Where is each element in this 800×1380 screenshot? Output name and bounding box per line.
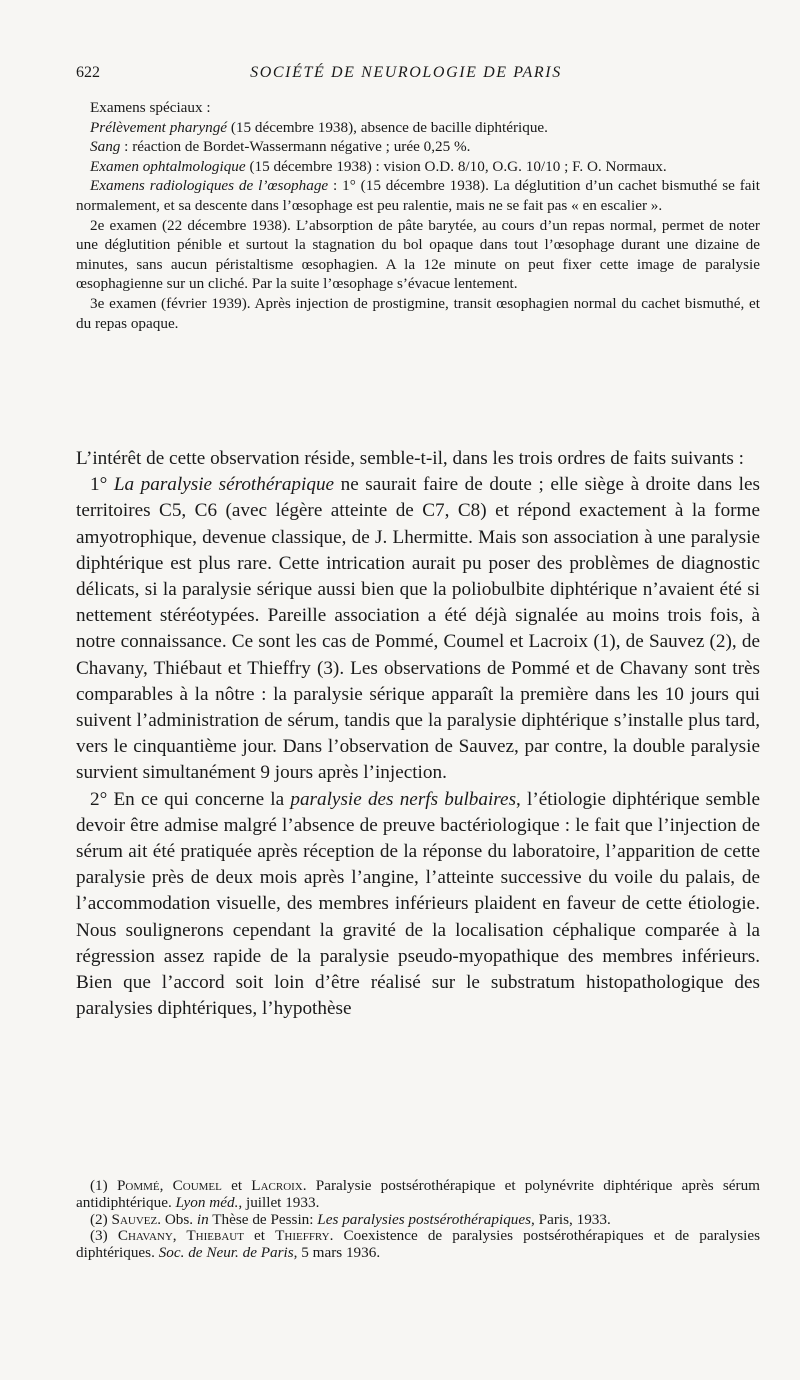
- footnote-journal: Soc. de Neur. de Paris: [158, 1244, 294, 1262]
- footnote-text: , 5 mars 1936.: [293, 1244, 381, 1262]
- footnote-journal: Lyon méd.: [175, 1193, 239, 1211]
- footnote-number: (2): [90, 1210, 112, 1228]
- footnote-text: Thèse de Pessin:: [208, 1210, 318, 1228]
- item-heading: paralysie des nerfs bulbaires: [290, 788, 517, 810]
- exam-label: Examen ophtalmologique: [90, 157, 246, 175]
- footnote-3: [76, 1228, 760, 1262]
- footnote-author: Lacroix: [251, 1177, 303, 1194]
- exam-second: 2e examen (22 décembre 1938). L’absorption de pâte barytée, au cours d’un repas normal, permet de noter une déglutition pénible et surtout la stagnation du bol opaque dans tout l’œsophage durant une dizaine de minutes, sans aucun péristaltisme œsophagien. A la 12e minute on peut fixer cette image de paralysie œsophagienne sur un cliché. Par la suite l’œsophage s’évacue lentement.: [76, 216, 760, 293]
- footnote-number: (3): [90, 1227, 118, 1245]
- footnotes: [76, 1178, 760, 1262]
- footnote-1: [76, 1178, 760, 1212]
- exam-pharyngeal: [76, 118, 760, 138]
- item-number: 2° En ce qui concerne la: [90, 788, 291, 810]
- special-exams-section: [76, 98, 760, 333]
- intro-paragraph: L’intérêt de cette observation réside, semble-t-il, dans les trois ordres de faits suivants :: [76, 448, 745, 469]
- footnote-text: et: [243, 1227, 276, 1245]
- footnote-author: Thieffry: [275, 1227, 330, 1245]
- exam-radiologic: [76, 176, 760, 215]
- exam-third: 3e examen (février 1939). Après injection de prostigmine, transit œsophagien normal du cachet bismuthé, et du repas opaque.: [76, 294, 760, 332]
- exam-label: Prélèvement pharyngé: [90, 118, 228, 136]
- footnote-text: et: [221, 1177, 252, 1194]
- item-number: 1°: [90, 474, 114, 496]
- paragraph-bulbar: [76, 787, 760, 1023]
- exam-ophthalmologic: [76, 157, 760, 177]
- main-text: [76, 446, 760, 1022]
- footnote-in: in: [196, 1210, 209, 1228]
- footnote-text: . Coexistence de paralysies postsérothérapiques et de paralysies diphtériques.: [76, 1227, 760, 1262]
- footnote-author: Pommé, Coumel: [116, 1177, 222, 1194]
- footnote-2: [76, 1212, 760, 1229]
- footnote-text: , Paris, 1933.: [531, 1210, 611, 1228]
- page-header: [76, 64, 736, 88]
- footnote-title: Les paralysies postsérothérapiques: [317, 1210, 532, 1228]
- footnote-text: , juillet 1933.: [238, 1193, 320, 1211]
- exams-intro: Examens spéciaux :: [90, 99, 211, 116]
- page-number: 622: [76, 64, 100, 81]
- exam-blood: [76, 137, 760, 157]
- footnote-number: (1): [90, 1177, 117, 1194]
- paragraph-serotherapy: [76, 472, 760, 786]
- exam-text: : 1° (15 décembre 1938). La déglutition d’un cachet bismuthé se fait normalement, et sa descente dans l’œsophage est peu ralentie, mais ne se fait pas « en escalier ».: [76, 177, 760, 214]
- exam-text: (15 décembre 1938), absence de bacille diphtérique.: [227, 118, 548, 136]
- exam-label: Examens radiologiques de l’œsophage: [90, 177, 329, 195]
- paragraph-text: , l’étiologie diphtérique semble devoir être admise malgré l’absence de preuve bactériologique : le fait que l’injection de sérum ait été pratiquée après réception de la réponse du laboratoire, l’apparition de cette paralysie près de deux mois après l’angine, l’atteinte successive du voile du palais, de l’accommodation visuelle, des membres inférieurs plaident en faveur de cette étiologie. Nous soulignerons cependant la gravité de la localisation céphalique comparée à la régression assez rapide de la paralysie pseudo-myopathique des membres inférieurs. Bien que l’accord soit loin d’être réalisé sur le substratum histopathologique des paralysies diphtériques, l’hypothèse: [76, 788, 760, 1020]
- exam-text: (15 décembre 1938) : vision O.D. 8/10, O.G. 10/10 ; F. O. Normaux.: [245, 157, 667, 175]
- footnote-author: Sauvez: [111, 1210, 158, 1228]
- item-heading: La paralysie sérothérapique: [113, 474, 335, 496]
- footnote-text: . Paralysie postsérothérapique et polynévrite diphtérique après sérum antidiphtérique.: [76, 1177, 760, 1211]
- paragraph-text: ne saurait faire de doute ; elle siège à droite dans les territoires C5, C6 (avec légère atteinte de C7, C8) et répond exactement à la forme amyotrophique, devenue classique, de J. Lhermitte. Mais son association à une paralysie diphtérique est plus rare. Cette intrication aurait pu poser des problèmes de diagnostic délicats, si la paralysie sérique aussi bien que la poliobulbite diphtérique n’avaient été si nettement stéréotypées. Pareille association a été déjà signalée au moins trois fois, à notre connaissance. Ce sont les cas de Pommé, Coumel et Lacroix (1), de Sauvez (2), de Chavany, Thiébaut et Thieffry (3). Les observations de Pommé et de Chavany sont très comparables à la nôtre : la paralysie sérique apparaît la première dans les 10 jours qui suivent l’administration de sérum, tandis que la paralysie diphtérique s’installe plus tard, vers le cinquantième jour. Dans l’observation de Sauvez, par contre, la double paralysie survient simultanément 9 jours après l’injection.: [76, 474, 760, 784]
- exam-text: : réaction de Bordet-Wassermann négative ; urée 0,25 %.: [120, 138, 471, 156]
- running-title: SOCIÉTÉ DE NEUROLOGIE DE PARIS: [250, 64, 562, 81]
- exam-label: Sang: [90, 138, 121, 156]
- footnote-author: Chavany, Thiebaut: [117, 1227, 244, 1245]
- footnote-text: . Obs.: [157, 1210, 197, 1228]
